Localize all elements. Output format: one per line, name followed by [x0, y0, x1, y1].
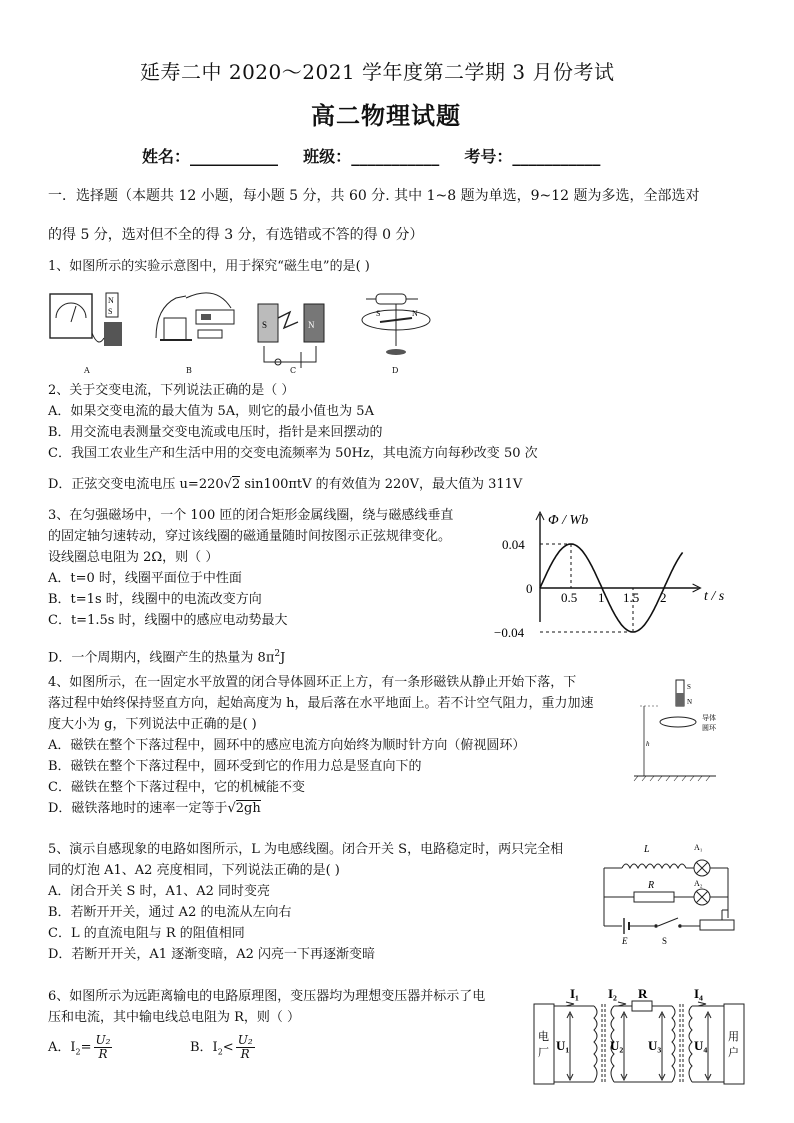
q2-option-d-post: sin100πtV 的有效值为 220V，最大值为 311V — [240, 477, 523, 492]
user-label-1: 用 — [728, 1031, 739, 1043]
q3-stem-line3: 设线圈总电阻为 2Ω，则（ ） — [48, 550, 219, 565]
height-label: h — [646, 740, 650, 748]
q5-circuit — [598, 838, 748, 948]
q1-figure-c — [258, 304, 324, 368]
paper-subtitle: 高二物理试题 — [311, 101, 461, 130]
q2-option-d — [48, 476, 522, 494]
q4-option-d-sqrt: 2gh — [235, 801, 261, 816]
q1-label-a: A — [84, 366, 90, 375]
q4-stem-line2: 落过程中始终保持竖直方向，起始高度为 h，最后落在水平地面上。若不计空气阻力，重力加速 — [48, 696, 594, 711]
q6-option-b — [190, 1034, 257, 1062]
inductor-coil — [622, 864, 686, 868]
q3-option-b: B．t=1s 时，线圈中的电流改变方向 — [48, 592, 262, 607]
sqrt-symbol: √ — [227, 801, 236, 816]
q5-stem-line1: 5、演示自感现象的电路如图所示，L 为电感线圈。闭合开关 S，电路稳定时，两只完全相 — [48, 842, 564, 857]
q1-figure-b — [156, 293, 234, 340]
y-tick-label: 0.04 — [502, 537, 525, 552]
q6-transmission-circuit — [532, 984, 752, 1094]
q4-option-d-pre: D．磁铁落地时的速率一定等于 — [48, 801, 228, 816]
q6-stem-line2: 压和电流，其中输电线总电阻为 R，则（ ） — [48, 1010, 301, 1025]
q4-figure — [630, 676, 730, 786]
y-tick-label: −0.04 — [494, 625, 525, 640]
svg-text:N: N — [308, 320, 315, 330]
q6-option-b-sub: 2 — [217, 1047, 223, 1057]
voltage-u3-label: U₃ — [648, 1038, 662, 1053]
line-resistor-label: R — [638, 986, 648, 1001]
x-tick-label: 1 — [598, 590, 605, 605]
exam-title: 延寿二中 2020～2021 学年度第二学期 3 月份考试 — [140, 60, 615, 84]
q1-label-b: B — [186, 366, 192, 375]
voltage-u4-label: U₄ — [694, 1038, 708, 1053]
flux-time-chart — [490, 508, 740, 638]
q6-option-a-pre: A．I — [48, 1040, 76, 1055]
current-i4-label: I₄ — [694, 986, 703, 1001]
ring-label-2: 圆环 — [702, 724, 716, 732]
section-instructions-line1: 一．选择题（本题共 12 小题，每小题 5 分，共 60 分. 其中 1~8 题为单选，9~12 题为多选，全部选对 — [48, 188, 700, 204]
chart-xlabel: t / s — [704, 589, 725, 604]
name-blank[interactable]: ___________ — [190, 147, 279, 166]
x-tick-label: 1.5 — [623, 590, 640, 605]
q2-option-c: C．我国工农业生产和生活中用的交变电流频率为 50Hz，其电流方向每秒改变 50 次 — [48, 446, 538, 461]
battery-label: E — [622, 936, 628, 946]
fraction-denominator: R — [98, 1047, 108, 1061]
line-resistor — [632, 1001, 652, 1011]
q3-option-d — [48, 645, 285, 667]
q4-option-a: A．磁铁在整个下落过程中，圆环中的感应电流方向始终为顺时针方向（俯视圆环） — [48, 738, 526, 753]
ring-label-1: 导体 — [702, 714, 716, 722]
power-plant-box — [534, 1004, 554, 1084]
q4-stem-line3: 度大小为 g，下列说法中正确的是( ) — [48, 717, 257, 732]
q1-stem: 1、如图所示的实验示意图中，用于探究“磁生电”的是( ) — [48, 259, 370, 274]
student-info-row — [142, 144, 600, 167]
q1-figures — [46, 288, 466, 378]
power-plant-label-2: 厂 — [538, 1047, 549, 1059]
q3-option-d-post: J — [280, 650, 286, 666]
q2-option-d-pre: D．正弦交变电流电压 u=220 — [48, 477, 224, 492]
q5-stem-line2: 同的灯泡 A1、A2 亮度相同，下列说法正确的是( ) — [48, 863, 340, 878]
x-tick-label: 2 — [660, 590, 667, 605]
q3-option-d-sup: 2 — [274, 649, 281, 659]
rheostat — [700, 920, 734, 930]
magnet-s-label: S — [687, 683, 691, 691]
sqrt-symbol: √ — [223, 477, 232, 492]
y-tick-label: 0 — [526, 581, 533, 596]
q3-stem-line2: 的固定轴匀速转动，穿过该线圈的磁通量随时间按图示正弦规律变化。 — [48, 529, 452, 544]
q6-option-a-eq: = — [80, 1040, 92, 1055]
q2-option-b: B．用交流电表测量交变电流或电压时，指针是来回摆动的 — [48, 425, 383, 440]
q3-option-a: A．t=0 时，线圈平面位于中性面 — [48, 571, 242, 586]
q1-label-c: C — [290, 366, 297, 375]
current-i2-label: I₂ — [608, 986, 617, 1001]
q4-stem-line1: 4、如图所示，在一固定水平放置的闭合导体圆环正上方，有一条形磁铁从静止开始下落，下 — [48, 675, 577, 690]
q6-option-a-fraction — [94, 1034, 113, 1061]
q4-option-c: C．磁铁在整个下落过程中，它的机械能不变 — [48, 780, 305, 795]
fraction-denominator: R — [240, 1047, 250, 1061]
q6-option-b-pre: B．I — [190, 1040, 218, 1055]
inductor-label: L — [644, 844, 650, 855]
q5-option-a: A．闭合开关 S 时，A1、A2 同时变亮 — [48, 884, 271, 899]
switch-blade — [658, 918, 678, 926]
section-instructions-line2: 的得 5 分，选对但不全的得 3 分，有选错或不答的得 0 分） — [48, 227, 424, 243]
q6-stem-line1: 6、如图所示为远距离输电的电路原理图，变压器均为理想变压器并标示了电 — [48, 989, 486, 1004]
svg-text:S: S — [108, 307, 113, 316]
user-box — [724, 1004, 744, 1084]
q3-option-c: C．t=1.5s 时，线圈中的感应电动势最大 — [48, 613, 288, 628]
q5-option-c: C．L 的直流电阻与 R 的阻值相同 — [48, 926, 245, 941]
name-label: 姓名： — [142, 147, 191, 166]
svg-text:N: N — [412, 309, 418, 318]
q5-option-b: B．若断开开关，通过 A2 的电流从左向右 — [48, 905, 292, 920]
class-label: 班级： — [303, 147, 352, 166]
voltage-u2-label: U₂ — [610, 1038, 624, 1053]
q2-option-a: A．如果交变电流的最大值为 5A，则它的最小值也为 5A — [48, 404, 374, 419]
lamp-a1-label: A₁ — [694, 843, 703, 852]
number-label: 考号： — [464, 147, 513, 166]
q6-option-a — [48, 1034, 114, 1062]
resistor-label: R — [648, 880, 655, 891]
class-blank[interactable]: ___________ — [351, 147, 440, 166]
lamp-a2-label: A₂ — [694, 879, 703, 888]
q3-option-d-pre: D．一个周期内，线圈产生的热量为 8π — [48, 650, 275, 666]
q2-stem: 2、关于交变电流，下列说法正确的是（ ） — [48, 383, 295, 398]
x-tick-label: 0.5 — [561, 590, 578, 605]
q6-option-b-fraction — [236, 1034, 255, 1061]
number-blank[interactable]: ___________ — [512, 147, 601, 166]
q1-label-d: D — [392, 366, 399, 375]
chart-ylabel: Φ / Wb — [548, 513, 589, 528]
switch-label: S — [662, 936, 668, 946]
q6-option-b-lt: < — [222, 1040, 234, 1055]
q5-option-d: D．若断开开关，A1 逐渐变暗，A2 闪亮一下再逐渐变暗 — [48, 947, 376, 962]
q4-option-d — [48, 800, 261, 818]
resistor — [634, 892, 674, 902]
power-plant-label-1: 电 — [538, 1031, 549, 1043]
q4-option-b: B．磁铁在整个下落过程中，圆环受到它的作用力总是竖直向下的 — [48, 759, 422, 774]
svg-text:N: N — [108, 296, 114, 305]
fraction-numerator: U₂ — [95, 1033, 111, 1047]
magnet-n-label: N — [687, 698, 693, 706]
current-i1-label: I₁ — [570, 986, 579, 1001]
q6-option-a-sub: 2 — [75, 1047, 81, 1057]
q3-stem-line1: 3、在匀强磁场中，一个 100 匝的闭合矩形金属线圈，绕与磁感线垂直 — [48, 508, 454, 523]
q2-option-d-sqrt: 2 — [231, 477, 241, 492]
fraction-numerator: U₂ — [237, 1033, 253, 1047]
svg-text:S: S — [262, 320, 268, 330]
q1-figure-d — [362, 294, 430, 355]
conducting-ring — [660, 717, 696, 727]
voltage-u1-label: U₁ — [556, 1038, 570, 1053]
q1-figure-a — [50, 293, 122, 346]
svg-text:S: S — [376, 309, 381, 318]
user-label-2: 户 — [728, 1047, 739, 1059]
